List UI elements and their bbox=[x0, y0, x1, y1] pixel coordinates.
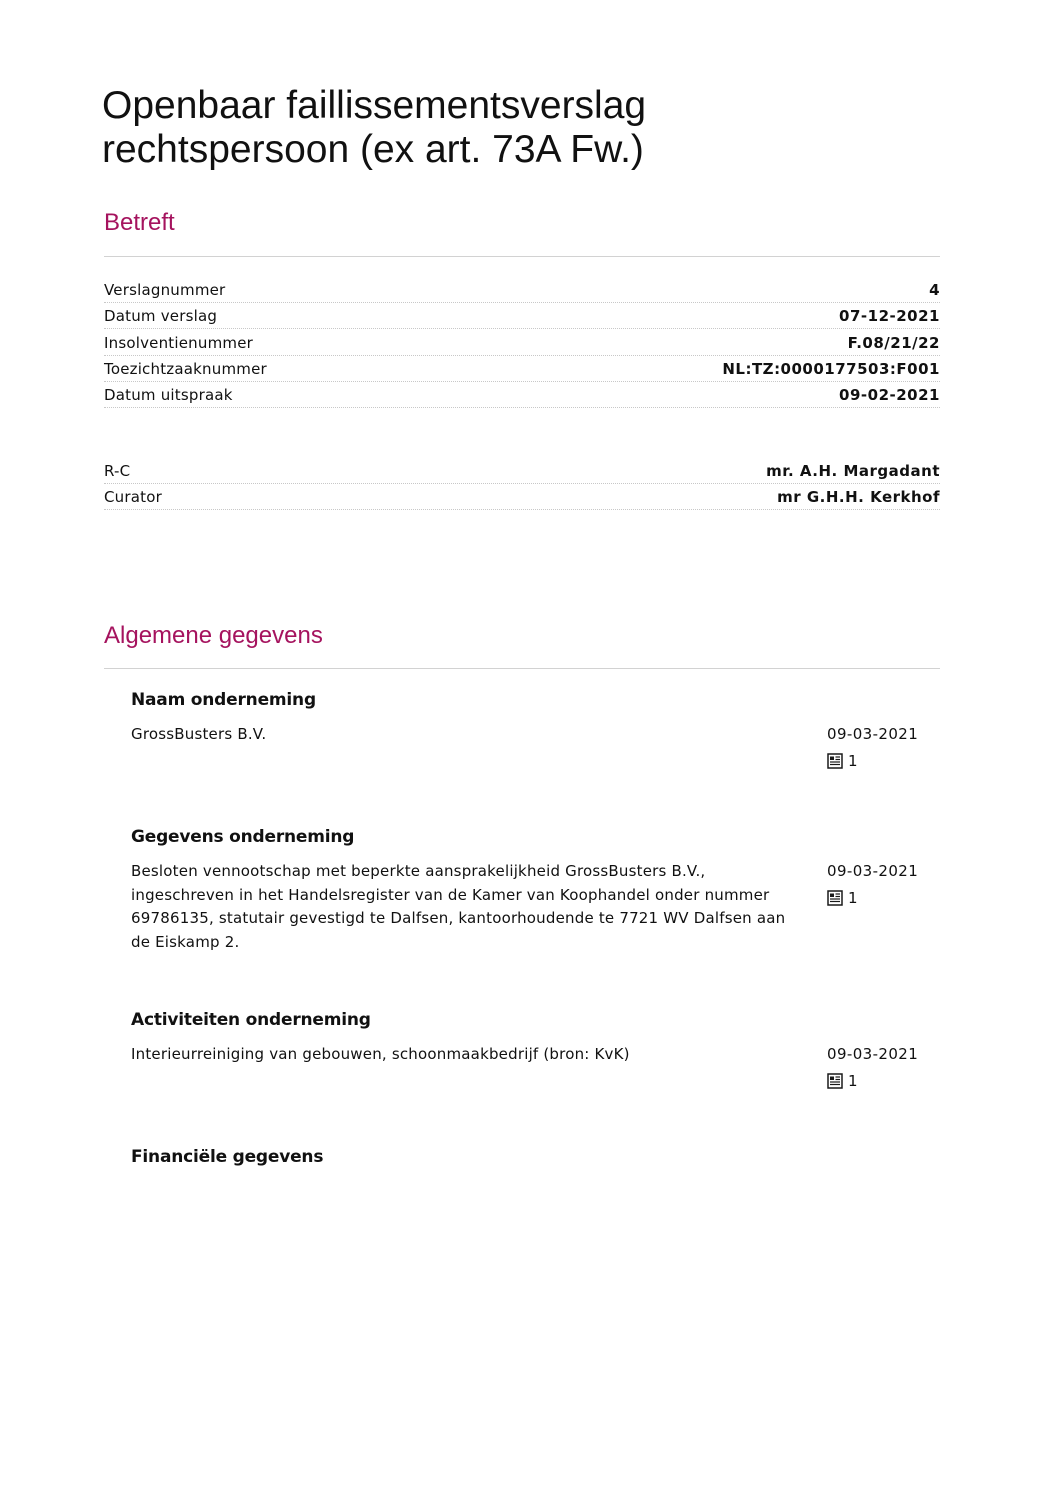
case-officials-table bbox=[104, 459, 940, 512]
official-role-label: Curator bbox=[104, 488, 162, 507]
supervision-case-number-value: NL:TZ:0000177503:F001 bbox=[722, 359, 940, 378]
report-reference-link[interactable] bbox=[827, 1070, 940, 1094]
section-entry bbox=[131, 723, 940, 770]
case-detail-row bbox=[104, 304, 940, 329]
section-entry bbox=[131, 860, 940, 954]
entry-text: Interieurreiniging van gebouwen, schoonmaakbedrijf (bron: KvK) bbox=[131, 1045, 630, 1063]
case-detail-row bbox=[104, 357, 940, 382]
official-row bbox=[104, 485, 940, 510]
document-title-line-2: rechtspersoon (ex art. 73A Fw.) bbox=[102, 128, 644, 171]
document-title-line-1: Openbaar faillissementsverslag bbox=[102, 84, 647, 127]
insolvency-number-value: F.08/21/22 bbox=[847, 333, 940, 352]
entry-date: 09-03-2021 bbox=[827, 862, 919, 880]
supervisory-judge-name: mr. A.H. Margadant bbox=[766, 462, 940, 480]
document-icon bbox=[827, 890, 843, 906]
official-role-label: R-C bbox=[104, 462, 131, 480]
entry-date: 09-03-2021 bbox=[827, 1045, 919, 1063]
case-detail-label: Datum uitspraak bbox=[104, 386, 233, 405]
case-detail-label: Toezichtzaaknummer bbox=[104, 359, 267, 378]
document-title bbox=[102, 84, 962, 172]
case-detail-label: Verslagnummer bbox=[104, 281, 226, 299]
reference-number: 1 bbox=[848, 751, 858, 770]
reference-number: 1 bbox=[848, 888, 858, 907]
section-title: Financiële gegevens bbox=[131, 1147, 324, 1167]
betreft-divider bbox=[104, 256, 940, 257]
report-number-value: 4 bbox=[929, 281, 940, 299]
general-info-heading: Algemene gegevens bbox=[104, 622, 323, 649]
case-details-table bbox=[104, 278, 940, 409]
document-icon bbox=[827, 1073, 843, 1089]
entry-date: 09-03-2021 bbox=[827, 725, 919, 743]
ruling-date-value: 09-02-2021 bbox=[839, 386, 940, 405]
reference-number: 1 bbox=[848, 1071, 858, 1090]
general-info-divider bbox=[104, 668, 940, 669]
report-reference-link[interactable] bbox=[827, 887, 940, 911]
section-title: Activiteiten onderneming bbox=[131, 1010, 371, 1030]
company-activities-section bbox=[131, 1009, 940, 1090]
section-entry bbox=[131, 1043, 940, 1090]
section-title: Naam onderneming bbox=[131, 690, 316, 710]
entry-text: Besloten vennootschap met beperkte aansprakelijkheid GrossBusters B.V., ingeschreven in het Handelsregister van de Kamer van Koophandel onder nummer 69786135, statutair gevestigd te Dalfsen, kantoorhoudende te 7721 WV Dalfsen aan de Eiskamp 2. bbox=[131, 862, 786, 951]
financial-info-section bbox=[131, 1146, 940, 1168]
case-detail-row bbox=[104, 278, 940, 303]
official-row bbox=[104, 459, 940, 484]
entry-meta bbox=[827, 860, 940, 910]
entry-meta bbox=[827, 1043, 940, 1093]
betreft-heading: Betreft bbox=[104, 209, 175, 236]
section-title: Gegevens onderneming bbox=[131, 827, 355, 847]
report-date-value: 07-12-2021 bbox=[839, 307, 940, 326]
company-details-section bbox=[131, 826, 940, 954]
case-detail-row bbox=[104, 331, 940, 356]
document-icon bbox=[827, 753, 843, 769]
entry-meta bbox=[827, 723, 940, 773]
company-name-section bbox=[131, 689, 940, 770]
entry-text: GrossBusters B.V. bbox=[131, 725, 267, 743]
case-detail-label: Datum verslag bbox=[104, 307, 218, 326]
report-reference-link[interactable] bbox=[827, 750, 940, 774]
case-detail-label: Insolventienummer bbox=[104, 333, 254, 352]
curator-name: mr G.H.H. Kerkhof bbox=[777, 488, 940, 507]
case-detail-row bbox=[104, 383, 940, 408]
